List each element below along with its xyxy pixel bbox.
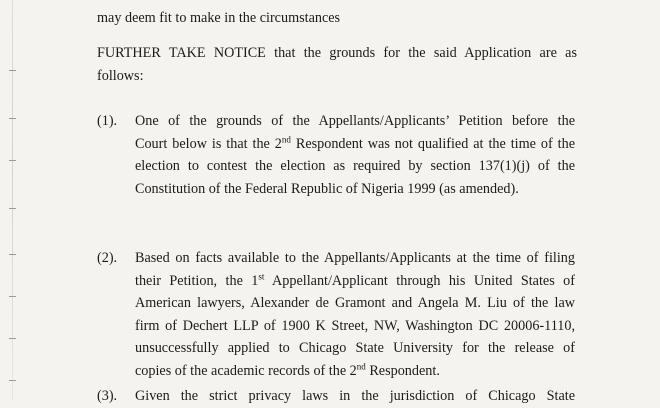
item-line: election to contest the election as required by section 137(1)(j) of the xyxy=(135,158,575,174)
notice-line: follows: xyxy=(97,67,144,84)
item-line: Based on facts available to the Appellants/Applicants at the time of filing xyxy=(135,250,575,266)
item-line-part: copies of the academic records of the 2 xyxy=(135,362,357,379)
page-binding-edge xyxy=(12,0,13,400)
ordinal-superscript: nd xyxy=(356,360,366,371)
margin-mark xyxy=(9,208,16,209)
notice-paragraph xyxy=(97,42,577,87)
margin-mark xyxy=(9,380,16,381)
notice-line: FURTHER TAKE NOTICE that the grounds for the said Application are as xyxy=(97,45,577,61)
margin-mark xyxy=(9,296,16,297)
item-text xyxy=(135,247,575,382)
item-line xyxy=(135,133,575,156)
intro-paragraph xyxy=(97,7,577,30)
item-number: (1). xyxy=(97,113,118,129)
item-line: American lawyers, Alexander de Gramont and Angela M. Liu of the law xyxy=(135,295,575,311)
item-line: Given the strict privacy laws in the jurisdiction of Chicago State xyxy=(135,388,575,404)
margin-mark xyxy=(9,338,16,339)
item-line-part: Respondent. xyxy=(365,362,440,379)
ordinal-superscript: nd xyxy=(281,133,291,144)
item-line-part: Respondent was not qualified at the time of the xyxy=(290,135,575,152)
item-line: One of the grounds of the Appellants/Applicants’ Petition before the xyxy=(135,113,575,129)
item-line-part: Appellant/Applicant through his United States of xyxy=(264,272,575,289)
item-number: (2). xyxy=(97,250,118,266)
intro-line: may deem fit to make in the circumstances xyxy=(97,10,341,26)
margin-mark xyxy=(9,254,16,255)
item-line xyxy=(135,360,575,383)
margin-mark xyxy=(9,70,16,71)
margin-mark xyxy=(9,118,16,119)
item-line: Constitution of the Federal Republic of Nigeria 1999 (as amended). xyxy=(135,180,519,197)
item-line-part: their Petition, the 1 xyxy=(135,272,259,289)
item-text xyxy=(135,385,575,408)
item-line xyxy=(135,270,575,293)
item-number: (3). xyxy=(97,388,118,404)
margin-mark xyxy=(9,160,16,161)
ordinal-superscript: st xyxy=(258,270,265,281)
item-line-part: Court below is that the 2 xyxy=(135,135,282,152)
item-line: firm of Dechert LLP of 1900 K Street, NW, Washington DC 20006-1110, xyxy=(135,317,575,334)
item-text xyxy=(135,110,575,200)
item-line: unsuccessfully applied to Chicago State University for the release of xyxy=(135,340,575,356)
